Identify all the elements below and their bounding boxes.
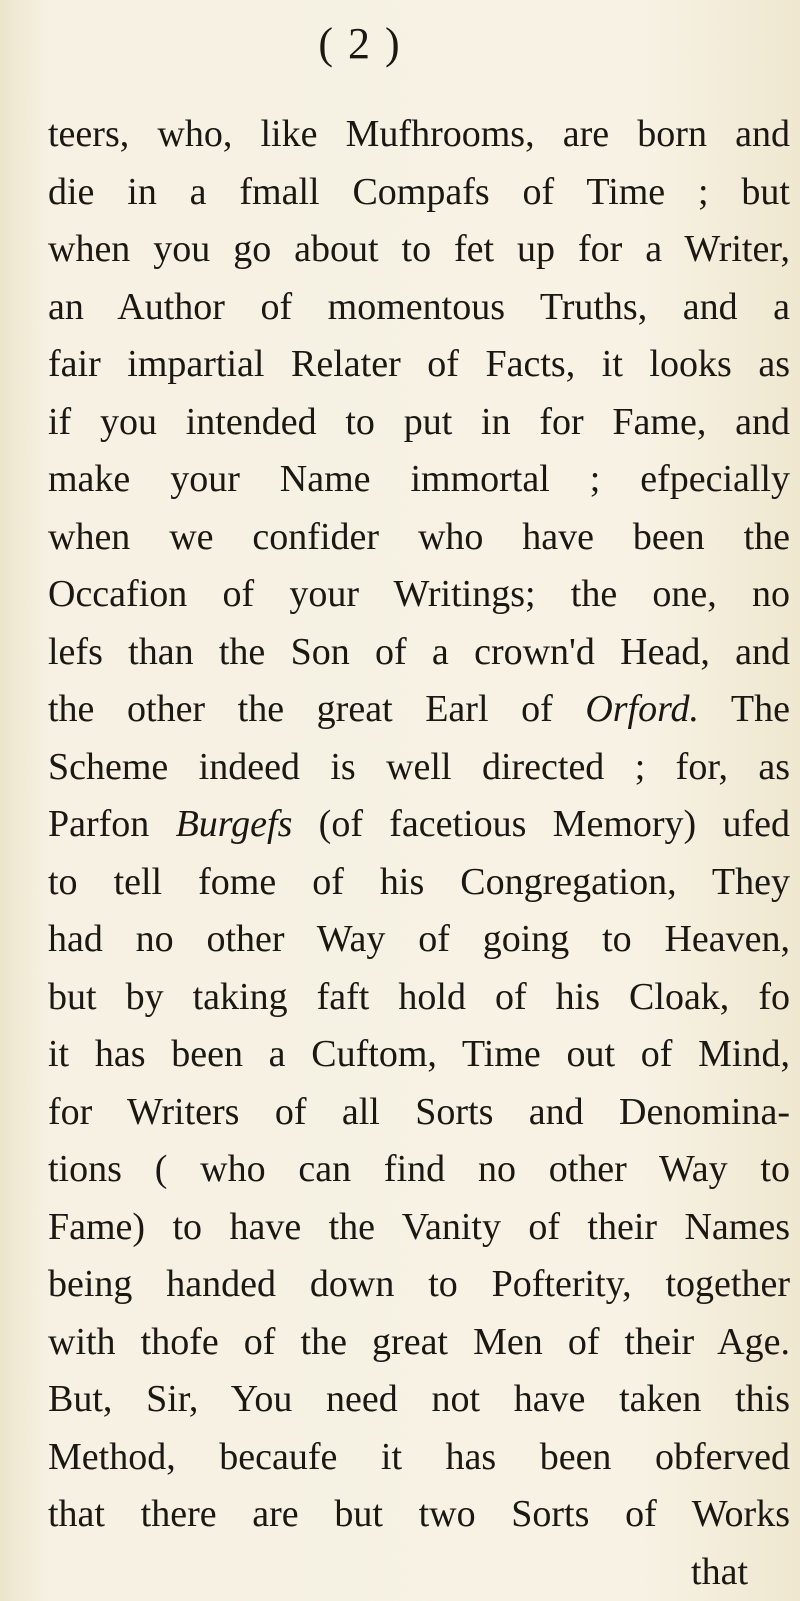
catchword: that	[48, 1544, 790, 1601]
text-run: Parfon	[48, 803, 176, 845]
text-line	[48, 796, 790, 854]
text-line: make your Name immortal ; efpecially	[48, 451, 790, 509]
text-line: with thofe of the great Men of their Age.	[48, 1314, 790, 1372]
text-line: when you go about to fet up for a Writer,	[48, 221, 790, 279]
text-line: an Author of momentous Truths, and a	[48, 279, 790, 337]
text-line: Occafion of your Writings; the one, no	[48, 566, 790, 624]
body-text	[48, 106, 790, 1601]
text-line	[48, 681, 790, 739]
text-line: to tell fome of his Congregation, They	[48, 854, 790, 912]
text-run: the other the great Earl of	[48, 688, 585, 730]
text-line: for Writers of all Sorts and Denomina-	[48, 1084, 790, 1142]
text-line: but by taking faft hold of his Cloak, fo	[48, 969, 790, 1027]
text-line: if you intended to put in for Fame, and	[48, 394, 790, 452]
text-line: But, Sir, You need not have taken this	[48, 1371, 790, 1429]
italic-name-orford: Orford.	[585, 688, 699, 730]
text-line: teers, who, like Mufhrooms, are born and	[48, 106, 790, 164]
text-line: when we confider who have been the	[48, 509, 790, 567]
text-line: fair impartial Relater of Facts, it looks as	[48, 336, 790, 394]
text-line: that there are but two Sorts of Works	[48, 1486, 790, 1544]
text-line: lefs than the Son of a crown'd Head, and	[48, 624, 790, 682]
text-line: Method, becaufe it has been obferved	[48, 1429, 790, 1487]
text-line: die in a fmall Compafs of Time ; but	[48, 164, 790, 222]
text-run: (of facetious Memory) ufed	[292, 803, 790, 845]
text-run: The	[699, 688, 790, 730]
text-line: being handed down to Pofterity, together	[48, 1256, 790, 1314]
text-line: had no other Way of going to Heaven,	[48, 911, 790, 969]
italic-name-burgefs: Burgefs	[176, 803, 293, 845]
text-line: it has been a Cuftom, Time out of Mind,	[48, 1026, 790, 1084]
page-number: ( 2 )	[280, 22, 440, 66]
text-line: Fame) to have the Vanity of their Names	[48, 1199, 790, 1257]
text-line: tions ( who can find no other Way to	[48, 1141, 790, 1199]
text-line: Scheme indeed is well directed ; for, as	[48, 739, 790, 797]
